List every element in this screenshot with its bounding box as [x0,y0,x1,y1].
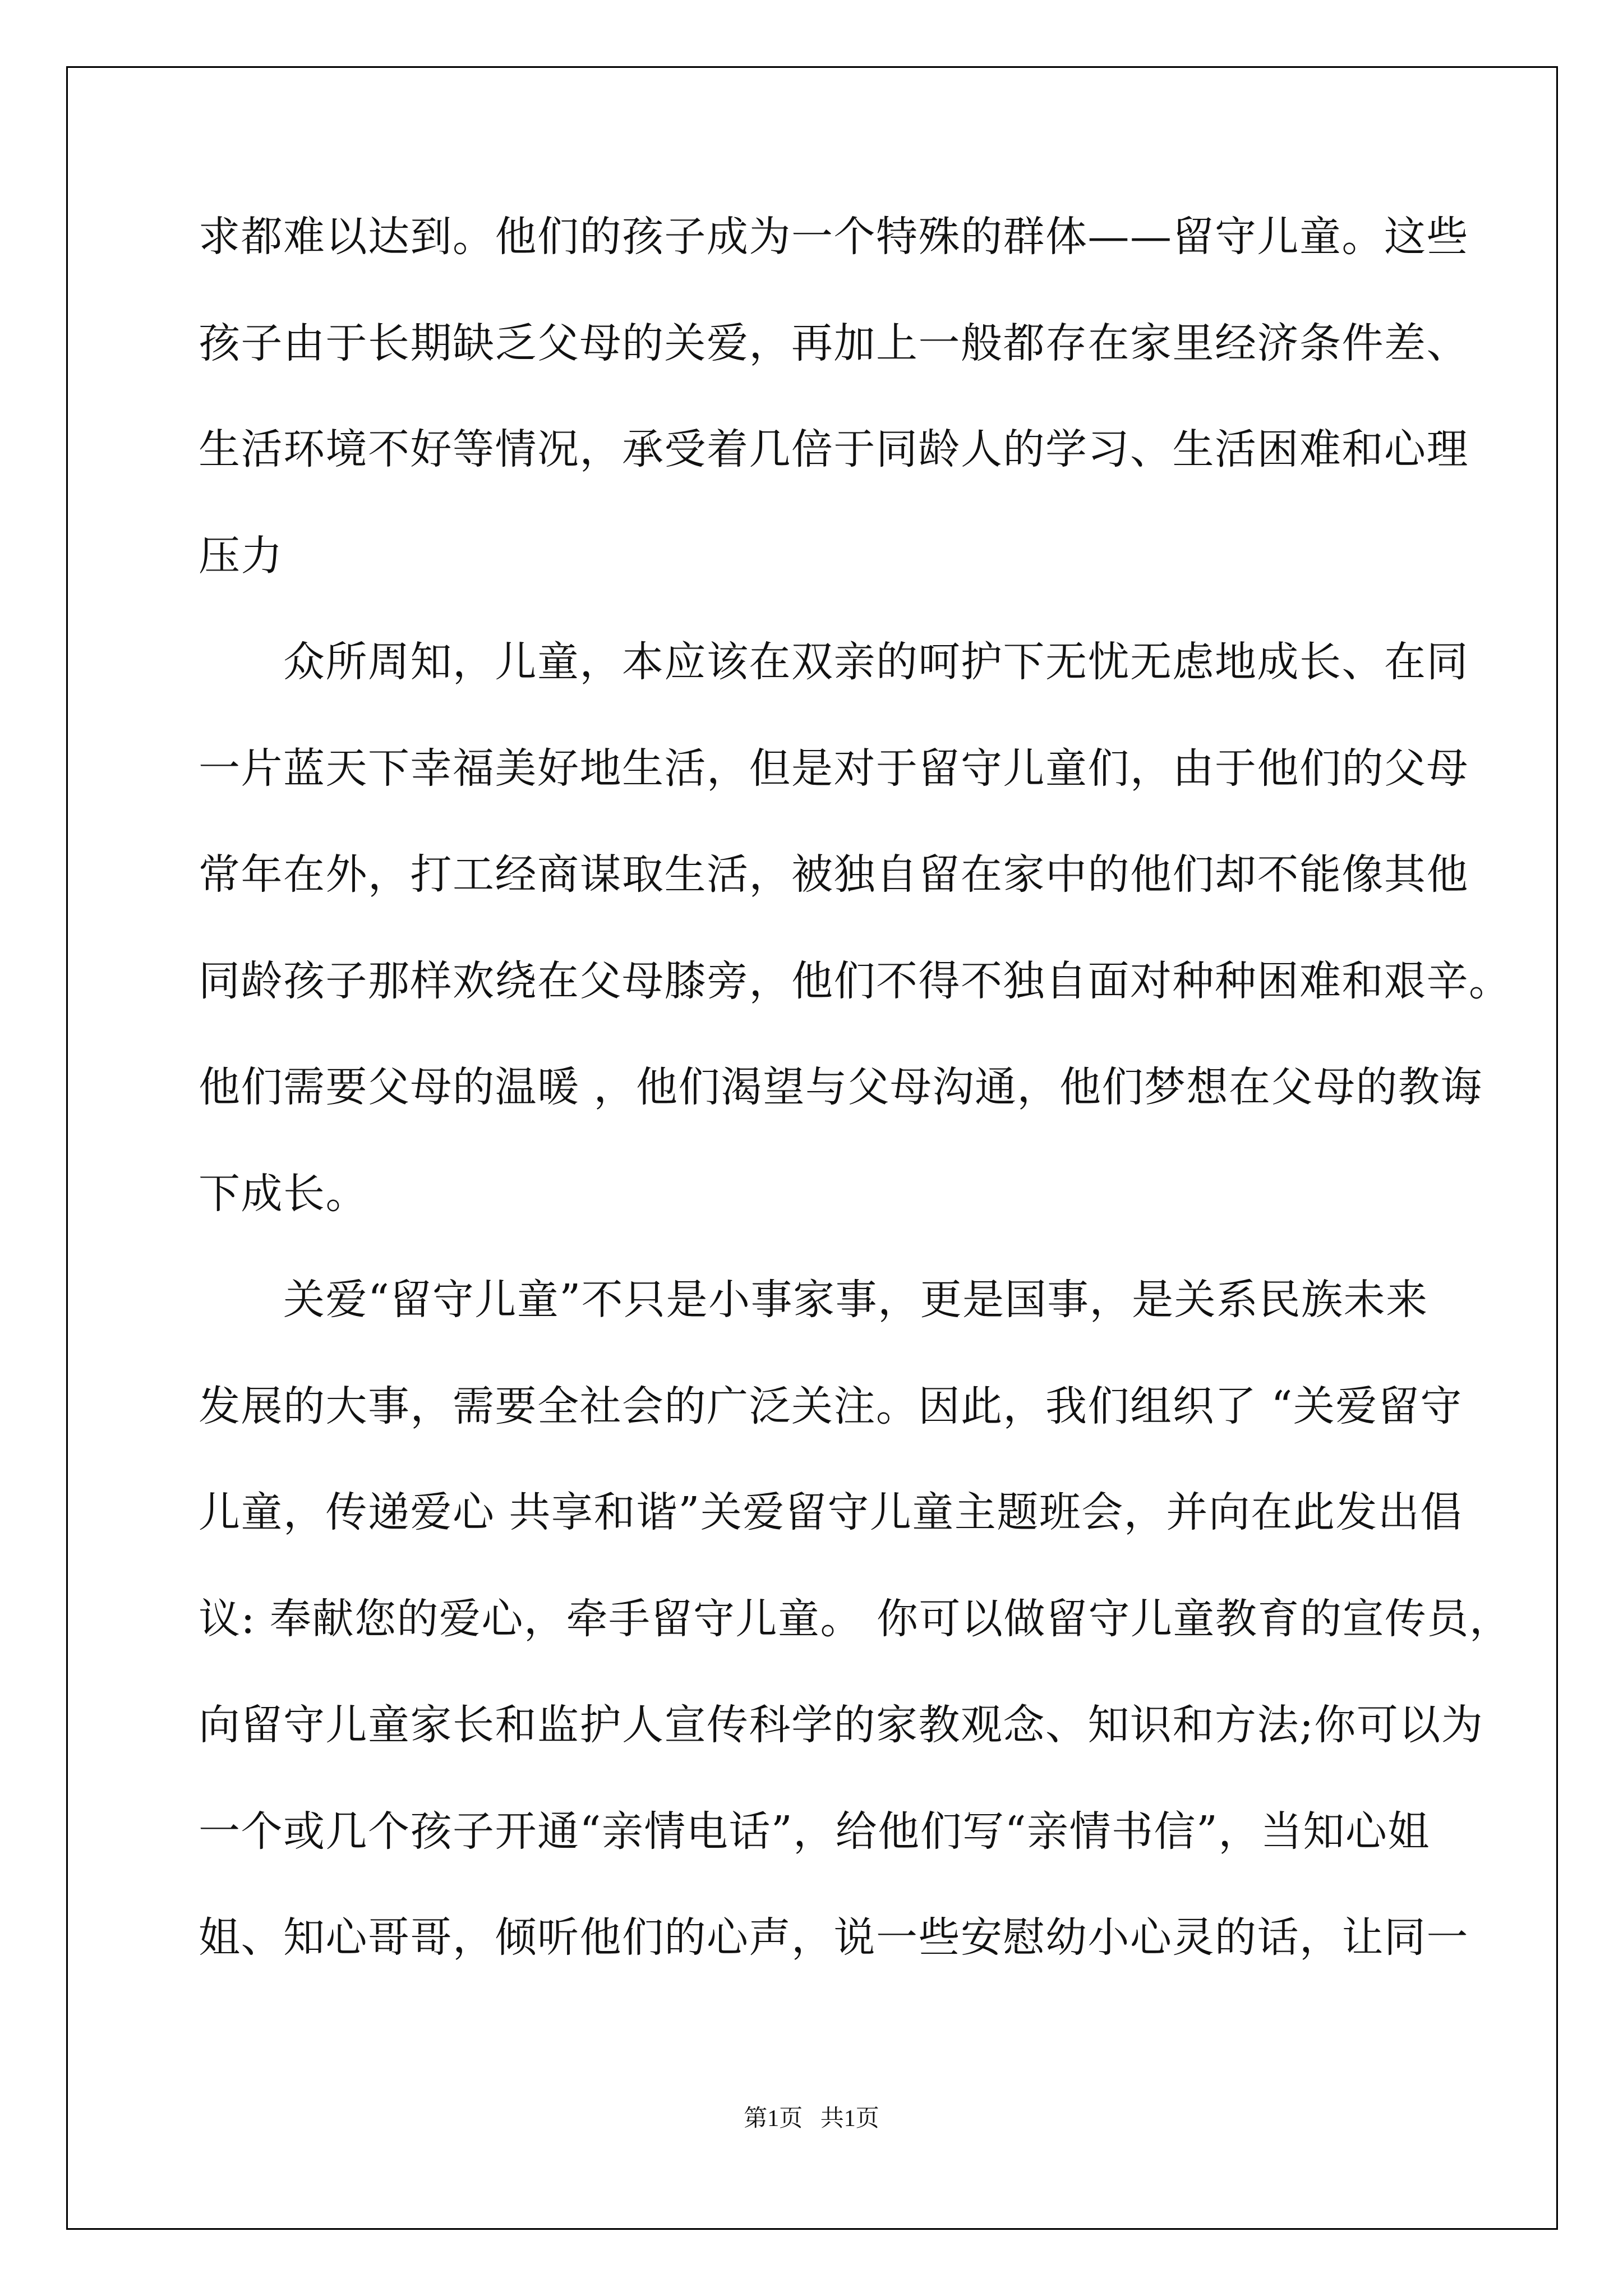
text-line: 生活环境不好等情况，承受着几倍于同龄人的学习、生活困难和心理 [199,425,1469,473]
text-line: 同龄孩子那样欢绕在父母膝旁，他们不得不独自面对种种困难和艰辛。 [199,956,1511,1005]
text-line: 常年在外，打工经商谋取生活，被独自留在家中的他们却不能像其他 [199,850,1469,899]
text-line: 一个或几个孩子开通“亲情电话”，给他们写“亲情书信”，当知心姐 [199,1807,1430,1856]
text-line: 姐、知心哥哥，倾听他们的心声，说一些安慰幼小心灵的话，让同一 [199,1913,1469,1962]
text-line: 儿童，传递爱心 共享和谐”关爱留守儿童主题班会，并向在此发出倡 [199,1488,1463,1536]
page-number-footer: 第1页 共1页 [744,2106,879,2132]
text-line: 关爱“留守儿童”不只是小事家事，更是国事，是关系民族未来 [199,1276,1428,1324]
text-line: 求都难以达到。他们的孩子成为一个特殊的群体——留守儿童。这些 [199,213,1469,261]
text-line: 众所周知，儿童，本应该在双亲的呵护下无忧无虑地成长、在同 [199,638,1469,686]
text-line: 一片蓝天下幸福美好地生活，但是对于留守儿童们，由于他们的父母 [199,744,1469,793]
text-line: 他们需要父母的温暖 ，他们渴望与父母沟通，他们梦想在父母的教诲 [199,1063,1483,1111]
text-line: 议: 奉献您的爱心，牵手留守儿童。 你可以做留守儿童教育的宣传员， [199,1594,1512,1643]
document-body [199,213,1512,2023]
text-line: 压力 [199,531,283,580]
text-line: 向留守儿童家长和监护人宣传科学的家教观念、知识和方法;你可以为 [199,1701,1484,1749]
text-line: 下成长。 [199,1169,368,1218]
text-line: 发展的大事，需要全社会的广泛关注。因此，我们组织了 “关爱留守 [199,1382,1463,1430]
text-line: 孩子由于长期缺乏父母的关爱，再加上一般都存在家里经济条件差、 [199,319,1469,367]
